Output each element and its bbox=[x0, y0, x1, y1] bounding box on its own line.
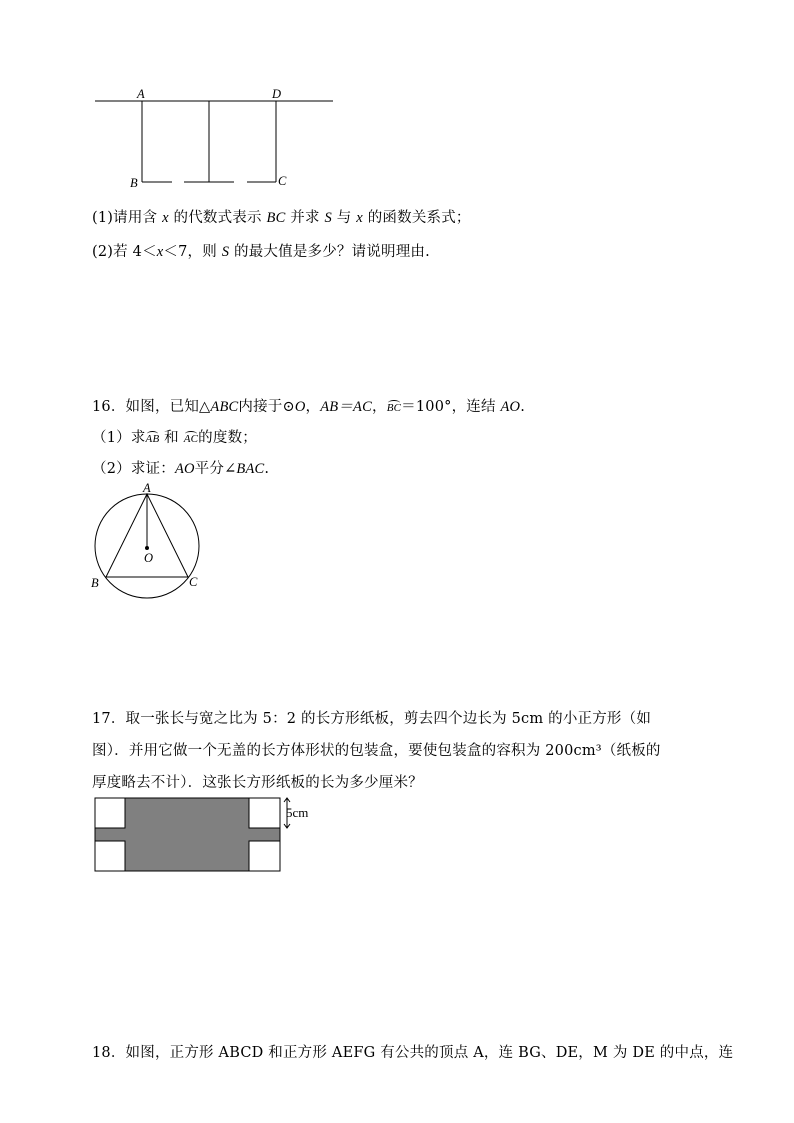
q17-line3: 厚度略去不计）．这张长方形纸板的长为多少厘米？ bbox=[92, 775, 423, 791]
q15-part2: (2)若 4＜x＜7，则 S 的最大值是多少？请说明理由. bbox=[92, 244, 430, 260]
q17-line1: 17．取一张长与宽之比为 5：2 的长方形纸板，剪去四个边长为 5cm 的小正方形（如 bbox=[92, 711, 652, 727]
circle-point-b: B bbox=[91, 576, 99, 590]
point-c-label: C bbox=[278, 174, 287, 188]
point-a-label: A bbox=[137, 87, 145, 101]
circle-center-o: O bbox=[144, 551, 154, 565]
point-b-label: B bbox=[130, 176, 138, 190]
cut-size-label: 5cm bbox=[286, 805, 309, 820]
fence-figure bbox=[90, 85, 350, 195]
arc-bc: BC bbox=[386, 402, 402, 414]
q16-part1: （1）求AB 和 AC的度数； bbox=[92, 430, 257, 446]
circle-point-a: A bbox=[143, 481, 151, 495]
point-d-label: D bbox=[272, 87, 282, 101]
q16-stem: 16．如图，已知△ABC内接于⊙O，AB＝AC，BC＝100°，连结 AO. bbox=[92, 399, 526, 415]
q15-part1: (1)请用含 x 的代数式表示 BC 并求 S 与 x 的函数关系式； bbox=[92, 210, 471, 226]
q16-part2: （2）求证：AO平分∠BAC. bbox=[92, 461, 270, 477]
arc-ab: AB bbox=[145, 433, 160, 445]
circle-point-c: C bbox=[189, 575, 198, 589]
q17-line2: 图）．并用它做一个无盖的长方体形状的包装盒，要使包装盒的容积为 200cm³（纸板的 bbox=[92, 743, 661, 759]
circle-triangle-figure bbox=[85, 480, 215, 610]
arc-ac: AC bbox=[183, 433, 199, 445]
q18-line1: 18．如图，正方形 ABCD 和正方形 AEFG 有公共的顶点 A，连 BG、DE，M 为 DE 的中点，连 bbox=[92, 1045, 734, 1061]
cardboard-figure bbox=[92, 795, 292, 877]
